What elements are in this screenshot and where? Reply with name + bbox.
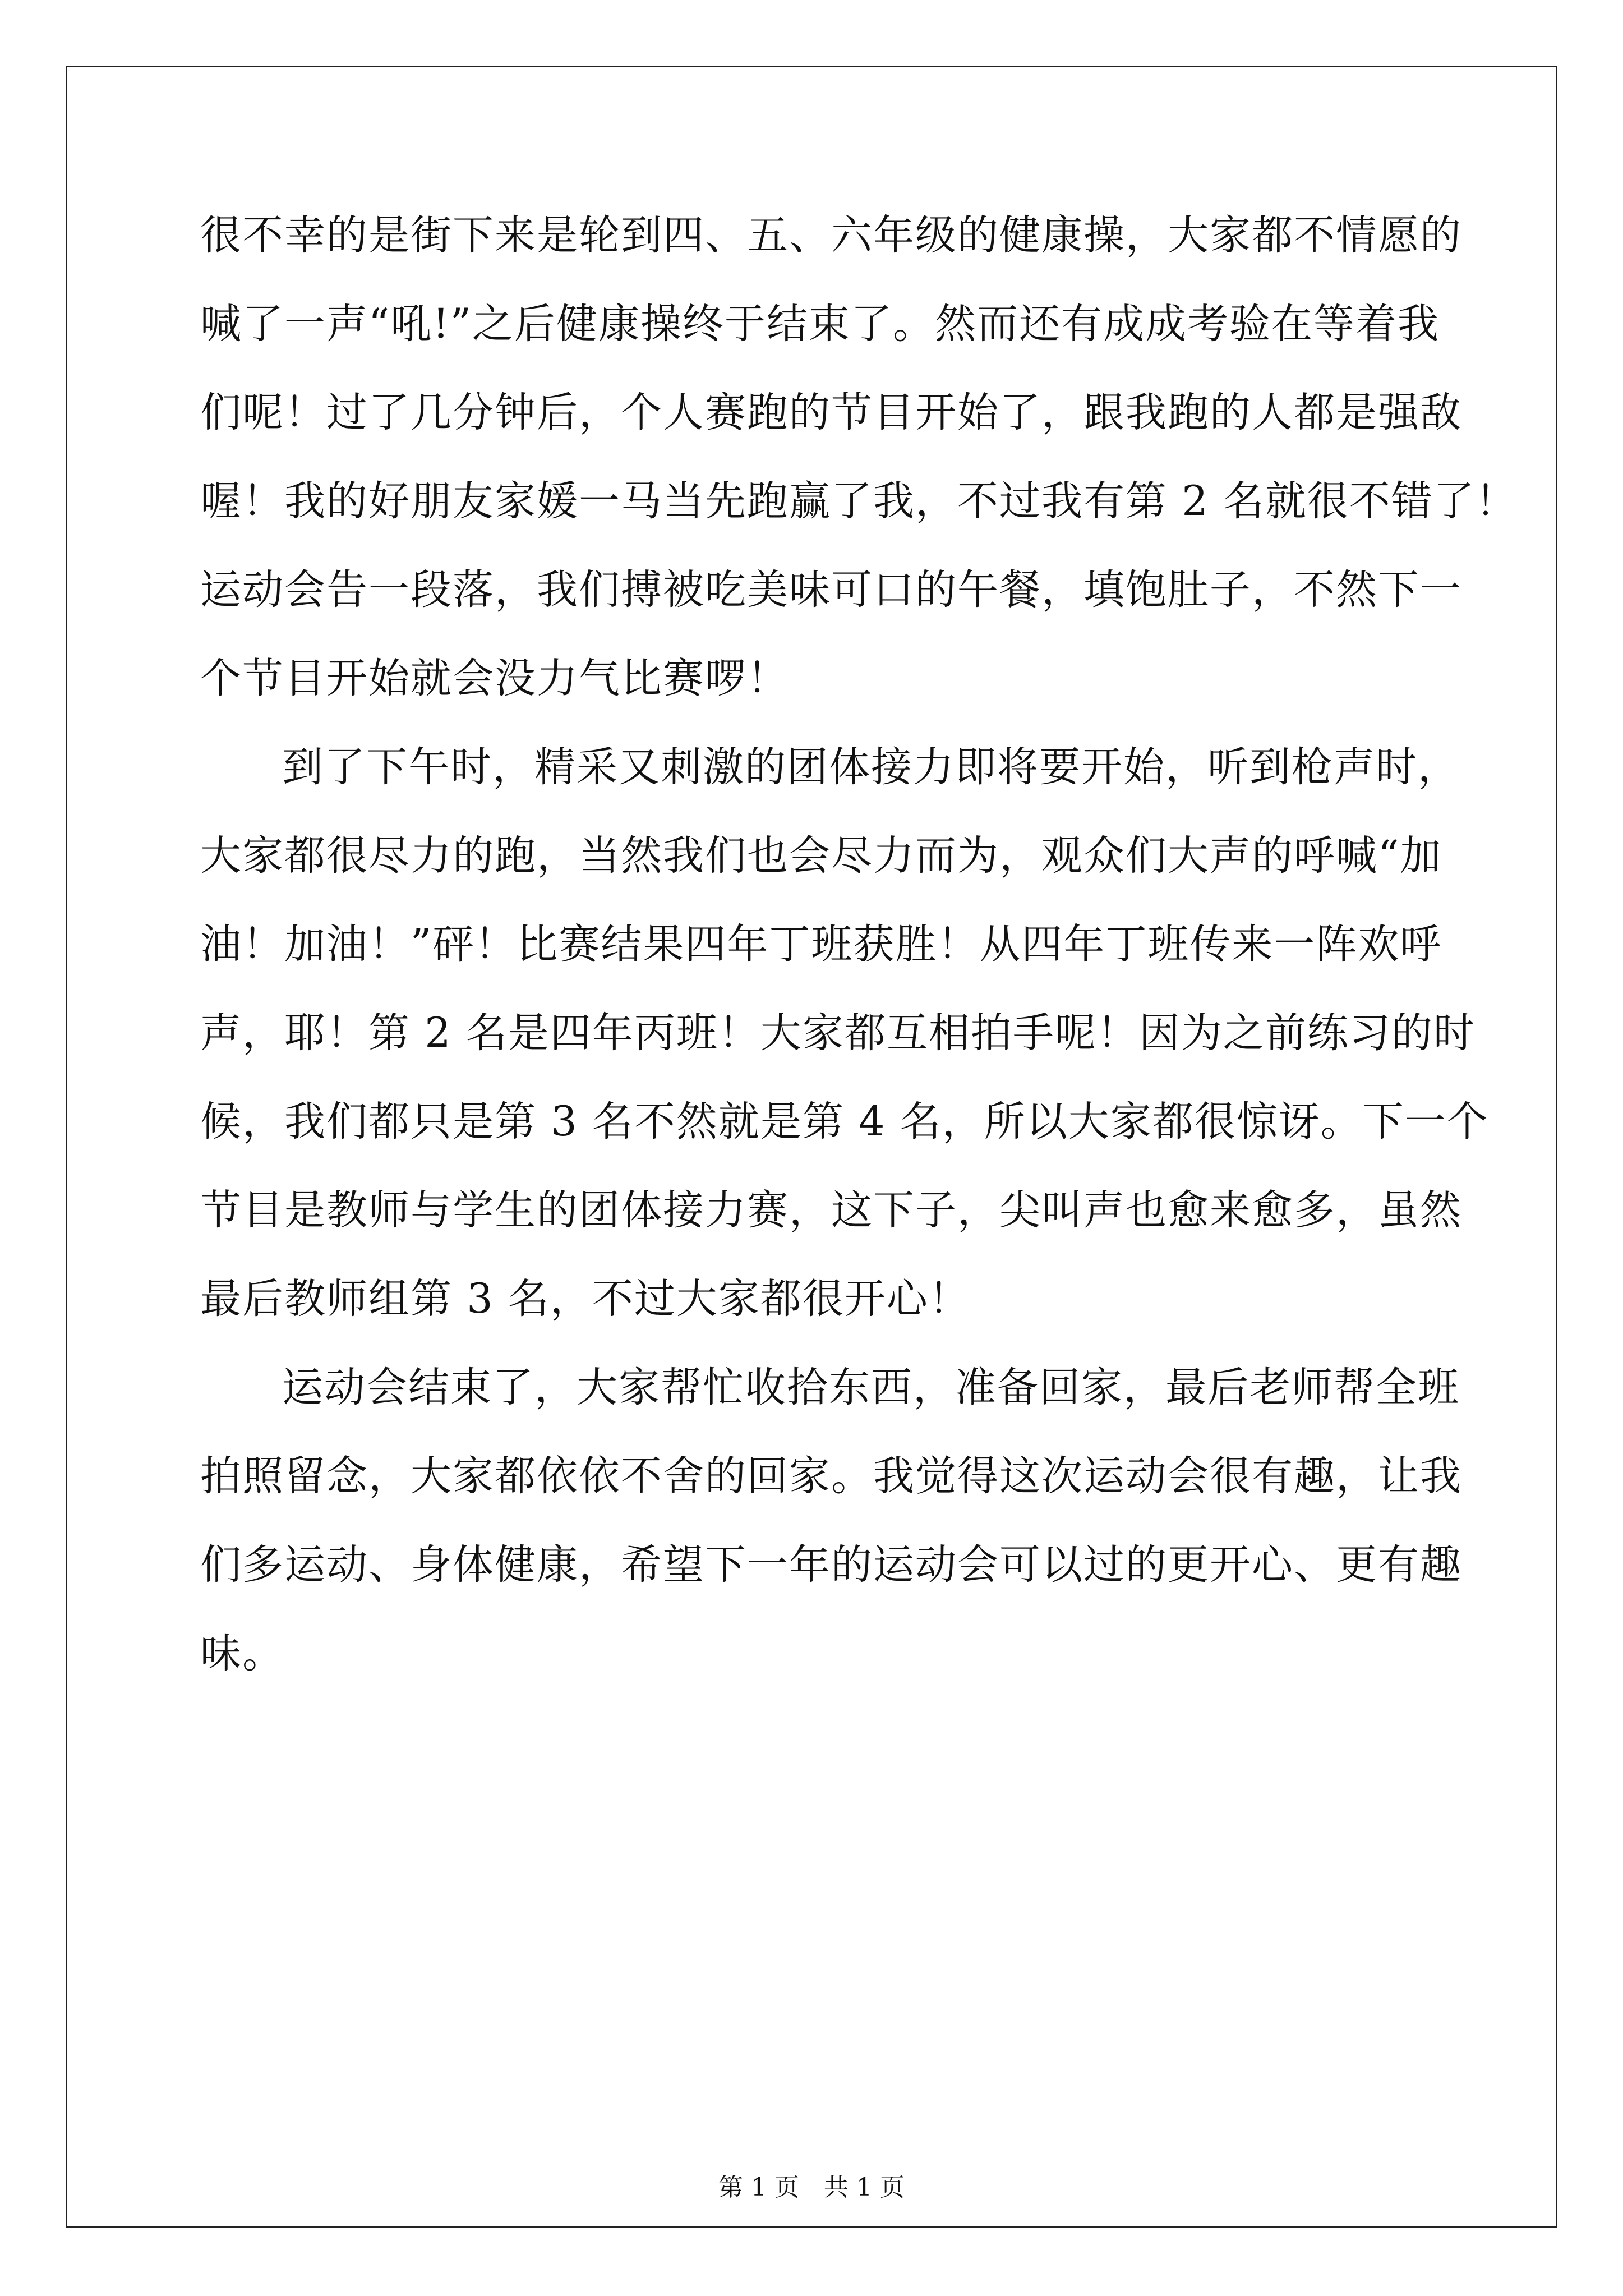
text-line: 很不幸的是街下来是轮到四、五、六年级的健康操，大家都不情愿的 [200, 211, 1462, 259]
text-line: 声，耶！第 2 名是四年丙班！大家都互相拍手呢！因为之前练习的时 [200, 1009, 1476, 1057]
page-footer: 第 1 页 共 1 页 [718, 2173, 905, 2202]
text-line: 个节目开始就会没力气比赛啰！ [200, 655, 789, 702]
text-line: 们多运动、身体健康，希望下一年的运动会可以过的更开心、更有趣 [200, 1541, 1462, 1589]
paragraph-first-line: 到了下午时，精采又刺激的团体接力即将要开始，听到枪声时， [282, 743, 1460, 791]
text-line: 大家都很尽力的跑，当然我们也会尽力而为，观众们大声的呼喊“加 [200, 832, 1442, 880]
text-line: 们呢！过了几分钟后，个人赛跑的节目开始了，跟我跑的人都是强敌 [200, 389, 1462, 436]
text-line: 运动会告一段落，我们搏被吃美味可口的午餐，填饱肚子，不然下一 [200, 566, 1462, 614]
text-line: 最后教师组第 3 名，不过大家都很开心！ [200, 1275, 971, 1323]
text-line: 油！加油！”砰！比赛结果四年丁班获胜！从四年丁班传来一阵欢呼 [200, 921, 1442, 968]
text-line: 节目是教师与学生的团体接力赛，这下子，尖叫声也愈来愈多，虽然 [200, 1186, 1462, 1234]
text-line: 拍照留念，大家都依依不舍的回家。我觉得这次运动会很有趣，让我 [200, 1452, 1462, 1500]
text-line: 候，我们都只是第 3 名不然就是第 4 名，所以大家都很惊讶。下一个 [200, 1098, 1489, 1145]
text-line: 喔！我的好朋友家媛一马当先跑赢了我，不过我有第 2 名就很不错了！ [200, 477, 1518, 525]
paragraph-first-line: 运动会结束了，大家帮忙收拾东西，准备回家，最后老师帮全班 [282, 1364, 1460, 1411]
text-line: 喊了一声“吼!”之后健康操终于结束了。然而还有成成考验在等着我 [200, 300, 1440, 348]
text-line: 味。 [200, 1630, 284, 1677]
